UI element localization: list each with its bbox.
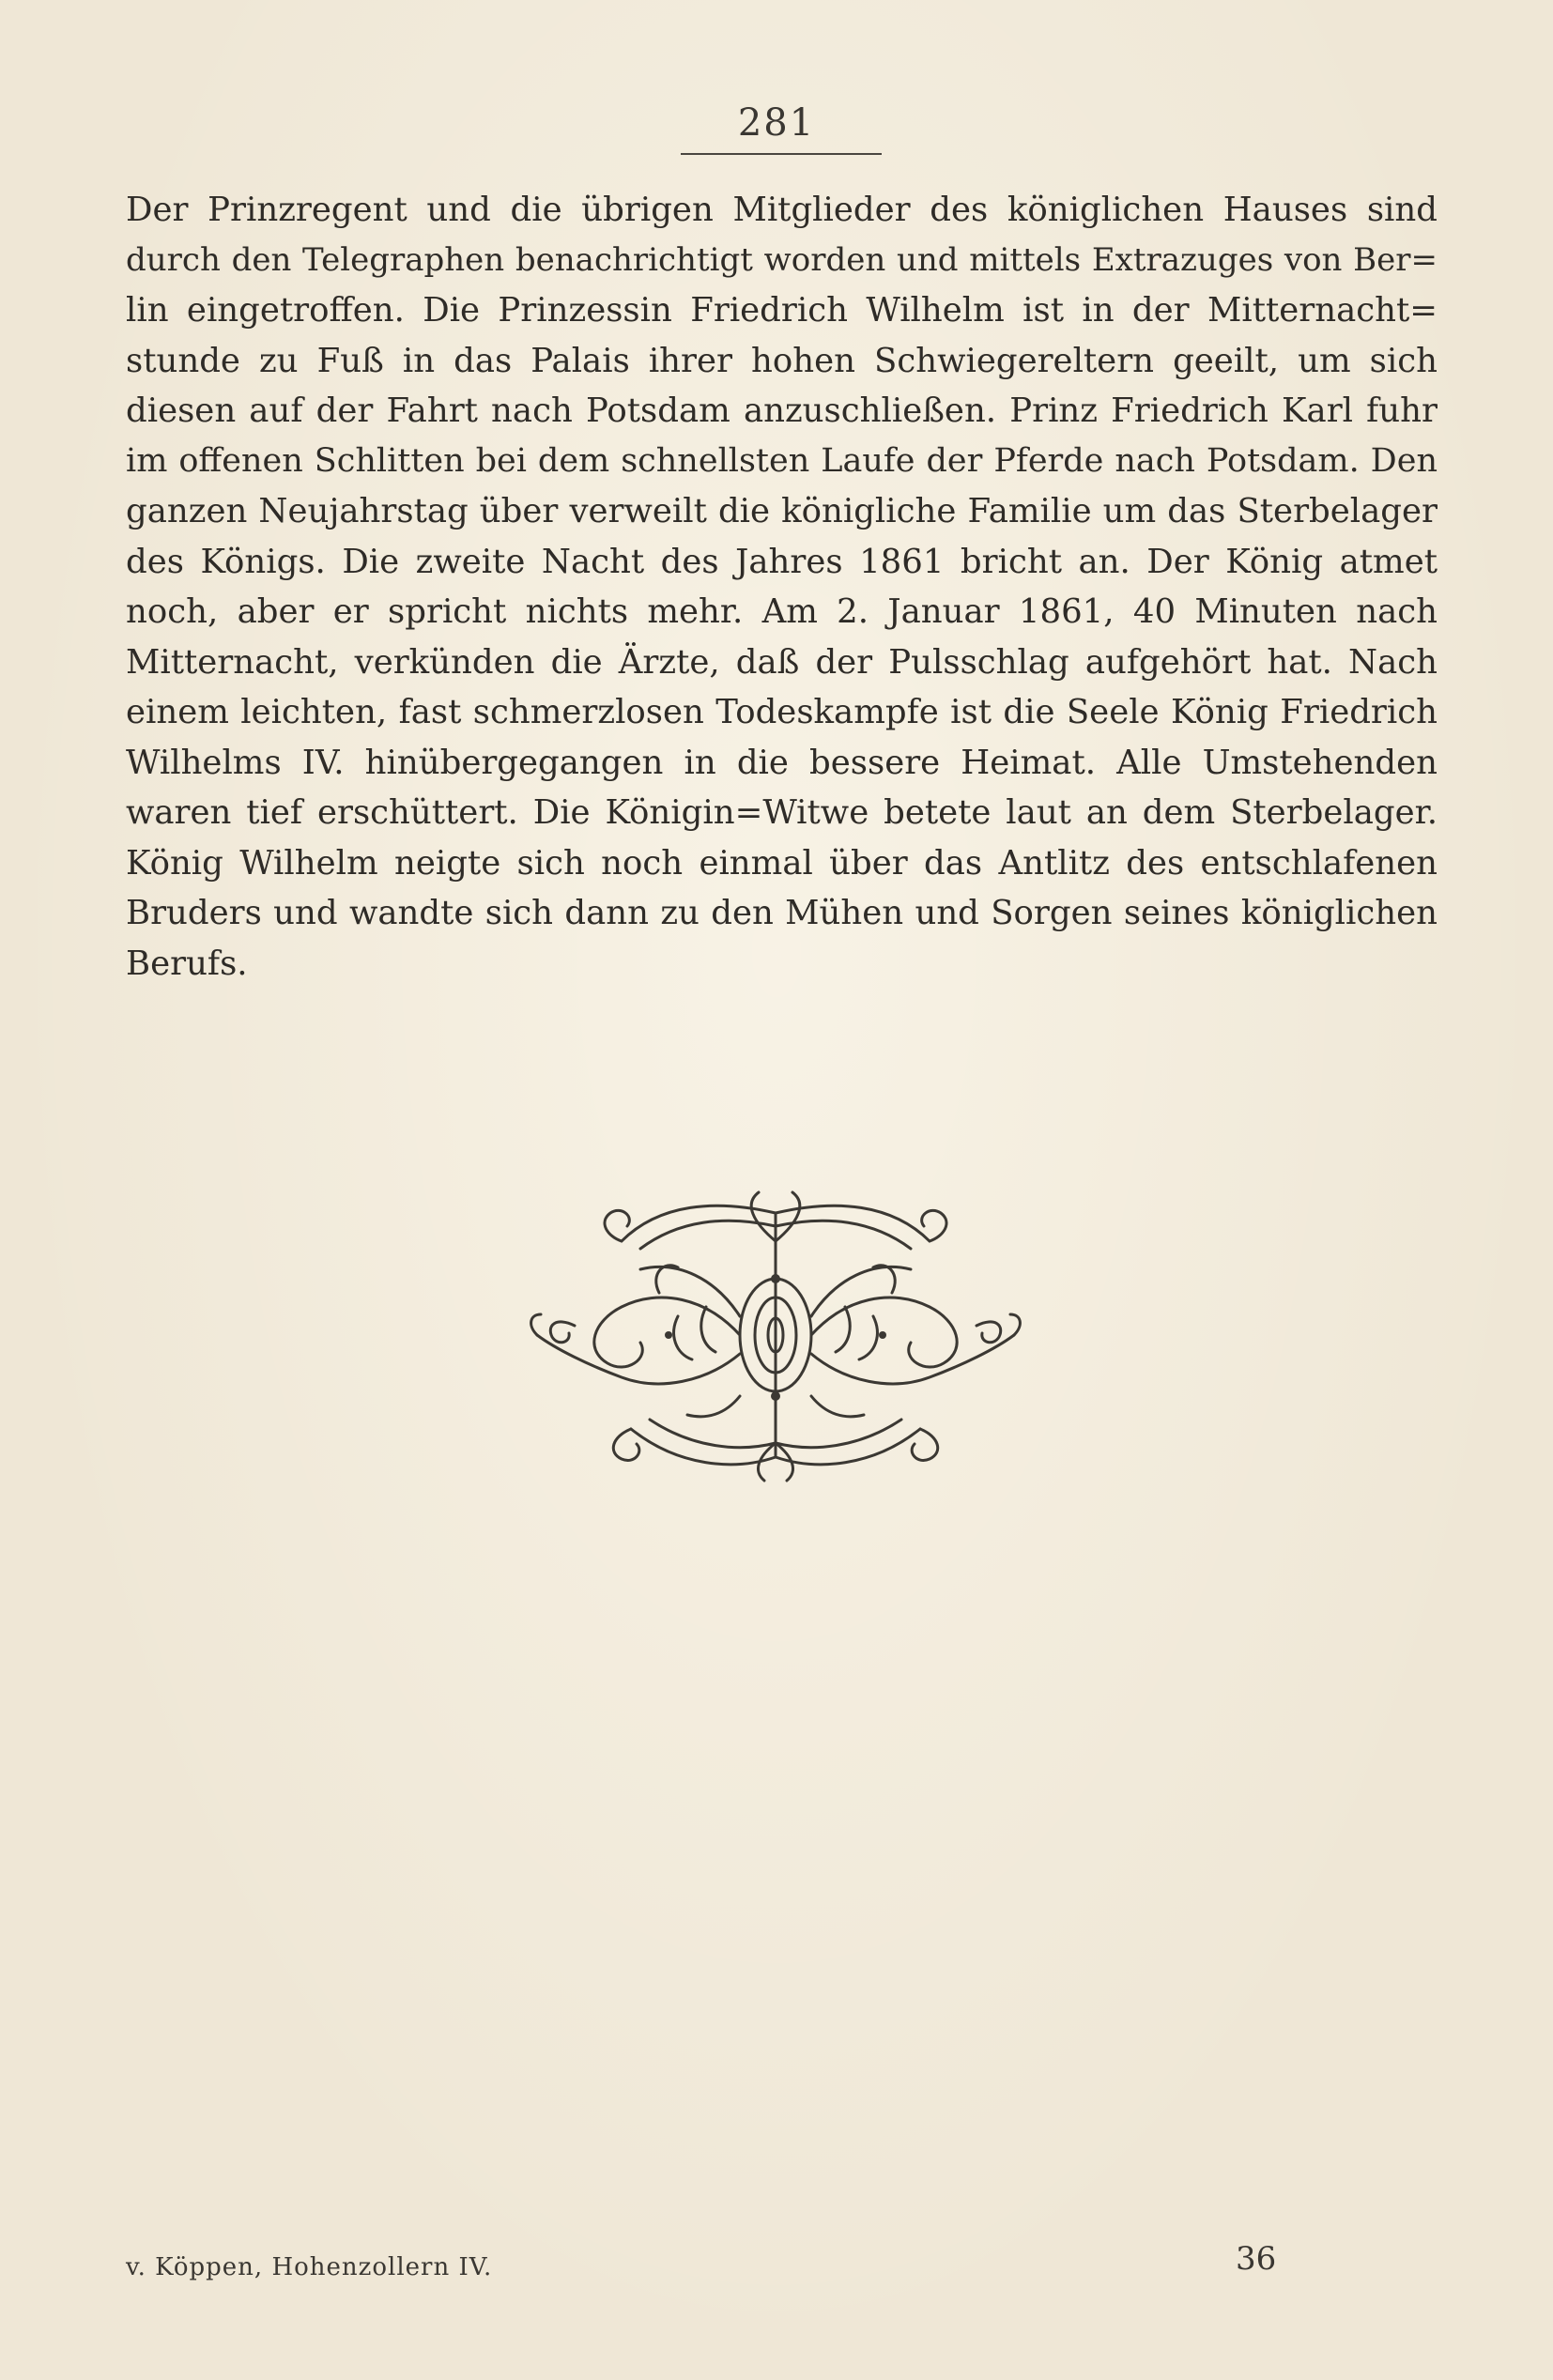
text-line: durch den Telegraphen benachrichtigt worden und mittels Extrazuges von Ber= — [126, 240, 1438, 279]
text-line: stunde zu Fuß in das Palais ihrer hohen Schwiegereltern geeilt, um sich — [126, 341, 1438, 380]
page-number: 281 — [737, 101, 816, 145]
text-line: waren tief erschüttert. Die Königin=Witwe betete laut an dem Sterbelager. — [126, 793, 1438, 832]
text-line: des Königs. Die zweite Nacht des Jahres 1861 bricht an. Der König atmet — [126, 542, 1438, 581]
text-line: Bruders und wandte sich dann zu den Mühen und Sorgen seines königlichen — [126, 894, 1438, 932]
ornament-vignette — [518, 1185, 1033, 1485]
text-line: ganzen Neujahrstag über verweilt die königliche Familie um das Sterbelager — [126, 492, 1438, 530]
text-line: einem leichten, fast schmerzlosen Todeskampfe ist die Seele König Friedrich — [126, 693, 1438, 731]
sheet-number: 36 — [1236, 2240, 1277, 2278]
text-line: diesen auf der Fahrt nach Potsdam anzuschließen. Prinz Friedrich Karl fuhr — [126, 392, 1438, 430]
text-line: im offenen Schlitten bei dem schnellsten Laufe der Pferde nach Potsdam. Den — [126, 441, 1438, 480]
text-line: Wilhelms IV. hinübergegangen in die bessere Heimat. Alle Umstehenden — [126, 743, 1438, 782]
text-line: König Wilhelm neigte sich noch einmal über das Antlitz des entschlafenen — [126, 843, 1438, 883]
text-line: lin eingetroffen. Die Prinzessin Friedrich Wilhelm ist in der Mitternacht= — [126, 291, 1438, 330]
header-rule — [681, 153, 882, 155]
footer-signature: v. Köppen, Hohenzollern IV. — [126, 2253, 493, 2281]
text-line: Mitternacht, verkünden die Ärzte, daß der Pulsschlag aufgehört hat. Nach — [126, 642, 1438, 682]
text-line: noch, aber er spricht nichts mehr. Am 2. Januar 1861, 40 Minuten nach — [126, 592, 1438, 631]
text-line: Der Prinzregent und die übrigen Mitglieder des königlichen Hauses sind — [126, 191, 1438, 229]
text-line: Berufs. — [126, 944, 248, 983]
body-paragraph — [126, 185, 1438, 989]
